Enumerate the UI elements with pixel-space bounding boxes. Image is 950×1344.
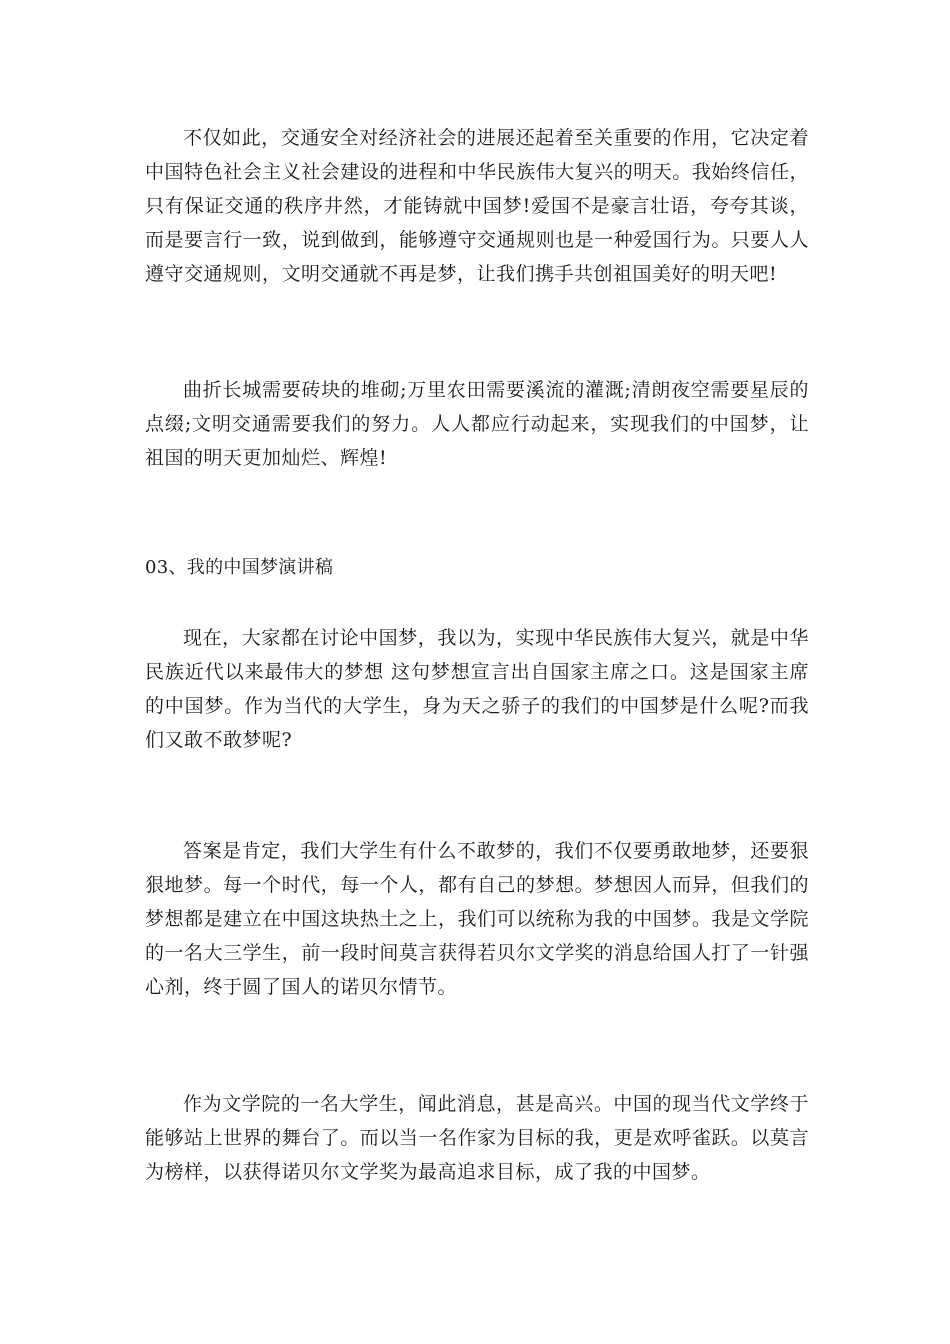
section-heading: 03、我的中国梦演讲稿 [145,557,334,578]
body-paragraph: 曲折长城需要砖块的堆砌;万里农田需要溪流的灌溉;清朗夜空需要星辰的点缀;文明交通需要我们的努力。人人都应行动起来，实现我们的中国梦，让祖国的明天更加灿烂、辉煌! [145,379,809,469]
body-paragraph: 现在，大家都在讨论中国梦，我以为，实现中华民族伟大复兴，就是中华民族近代以来最伟大的梦想 这句梦想宣言出自国家主席之口。这是国家主席的中国梦。作为当代的大学生，身为天之骄子的我们的中国梦是什么呢?而我们又敢不敢梦呢? [145,627,809,751]
body-paragraph: 答案是肯定，我们大学生有什么不敢梦的，我们不仅要勇敢地梦，还要狠狠地梦。每一个时代，每一个人，都有自己的梦想。梦想因人而异，但我们的梦想都是建立在中国这块热土之上，我们可以统称为我的中国梦。我是文学院的一名大三学生，前一段时间莫言获得若贝尔文学奖的消息给国人打了一针强心剂，终于圆了国人的诺贝尔情节。 [145,840,809,998]
body-paragraph: 不仅如此，交通安全对经济社会的进展还起着至关重要的作用，它决定着中国特色社会主义社会建设的进程和中华民族伟大复兴的明天。我始终信任，只有保证交通的秩序井然，才能铸就中国梦!爱国不是豪言壮语，夸夸其谈，而是要言行一致，说到做到，能够遵守交通规则也是一种爱国行为。只要人人遵守交通规则，文明交通就不再是梦，让我们携手共创祖国美好的明天吧! [145,127,809,285]
body-paragraph: 作为文学院的一名大学生，闻此消息，甚是高兴。中国的现当代文学终于能够站上世界的舞台了。而以当一名作家为目标的我，更是欢呼雀跃。以莫言为榜样，以获得诺贝尔文学奖为最高追求目标，成了我的中国梦。 [145,1093,809,1183]
